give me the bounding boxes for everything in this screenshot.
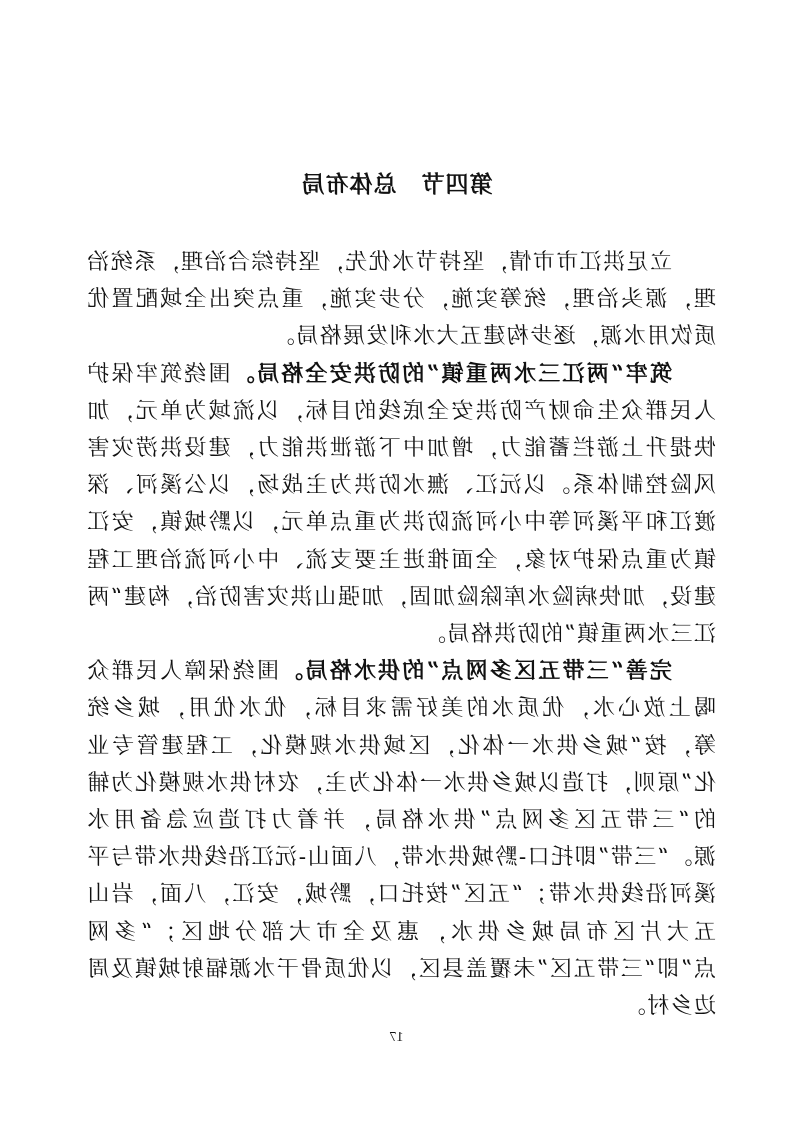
body-text (86, 244, 716, 1025)
paragraph-text: 围绕保障人民群众喝上放心水，优质水的美好需求目标，优水优用，城乡统筹，按“城乡供水一体化，区域供水规模化，工程建管专业化”原则，打造以城乡供水一体化为主，农村供水规模化为辅的“三带五区多网点”供水格局，并着力打造应急备用水源。“三带”即托口-黔城供水带，八面山-沅江沿线供水带与平溪河沿线供水带；“五区”按托口，黔城，安江，八面，岩山五大片区布局城乡供水，惠及全市大部分地区；“多网点”即“三带五区”未覆盖县区，以优质骨干水源辐射城镇及周边乡村。 (86, 659, 716, 1020)
section-title: 第四节 总体布局 (300, 171, 493, 198)
paragraph-intro (86, 244, 716, 356)
paragraph-text: 立足洪江市市情，坚持节水优先，坚持综合治理，系统治理，源头治理，统筹实施，分步实施，重点突出全域配置优质饮用水源，逐步构建五大水利发展格局。 (86, 250, 716, 350)
paragraph-flood-control (86, 356, 716, 654)
paragraph-lead: 完善“三带五区多网点”的供水格局。 (278, 658, 672, 685)
paragraph-text: 围绕筑牢保护人民群众生命财产防洪安全底线的目标，以流域为单元，加快提升上游拦蓄能力，增加中下游泄洪能力，建设洪涝灾害风险控制体系。以沅江、潕水防洪为主战场，以公溪河、深渡江和平溪河等中小河流防洪为重点单元，以黔城镇，安江镇为重点保护对象，全面推进主要支流、中小河流治理工程建设，加快病险水库除险加固，加强山洪灾害防治，构建“两江三水两重镇”的防洪格局。 (86, 361, 716, 648)
paragraph-lead: 筑牢“两江三水两重镇”的防洪安全格局。 (230, 360, 672, 387)
paragraph-water-supply (86, 653, 716, 1025)
page-number: 17 (389, 1030, 404, 1045)
